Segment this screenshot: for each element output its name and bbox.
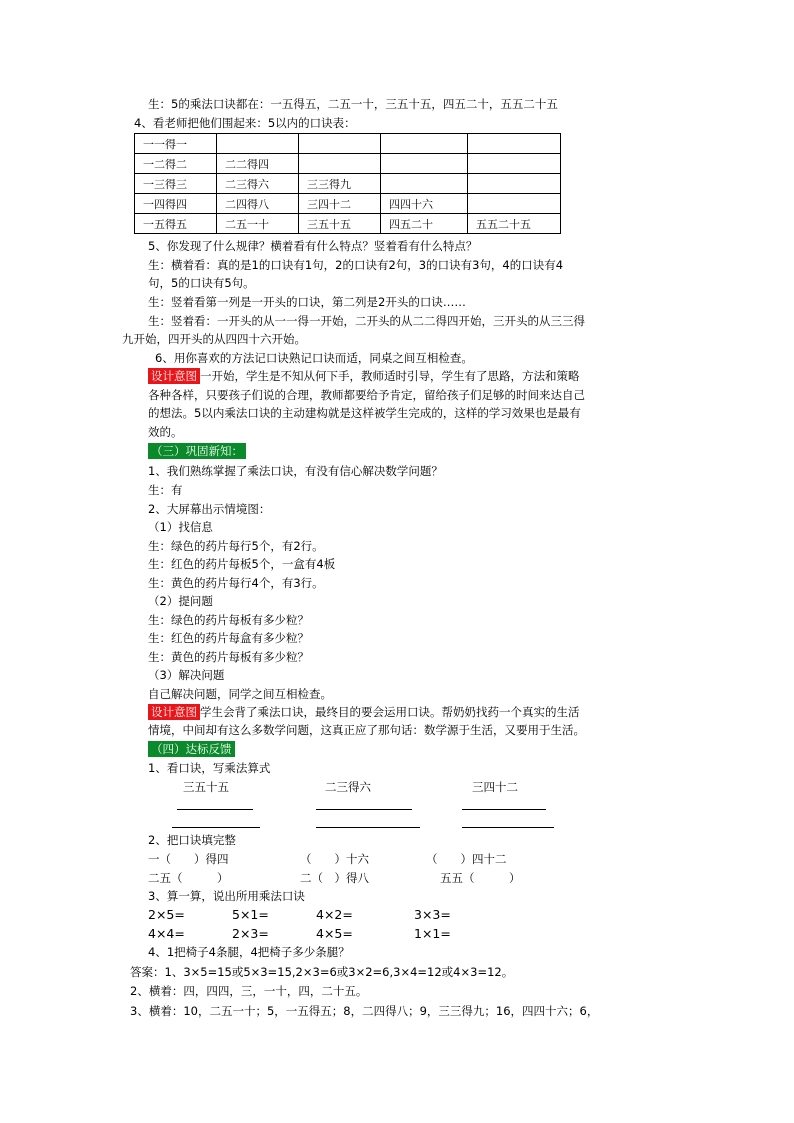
table-cell: 一五得五 xyxy=(135,214,217,234)
text-line: 生：5的乘法口诀都在：一五得五，二五一十，三五十五，四五二十，五五二十五 xyxy=(148,97,558,111)
answer-blank[interactable] xyxy=(172,826,260,828)
table-cell: 二五一十 xyxy=(217,214,299,234)
design-intent-tag: 设计意图 xyxy=(148,368,200,384)
exercise-item: 2×3= xyxy=(232,926,269,941)
table-cell: 一四得四 xyxy=(135,194,217,214)
text-line: 生：绿色的药片每行5个，有2行。 xyxy=(148,539,324,553)
text-line: 效的。 xyxy=(148,425,183,439)
exercise-item: 二（ ）得八 xyxy=(300,871,369,885)
exercise-item: 三四十二 xyxy=(472,780,518,794)
answer-blank[interactable] xyxy=(316,808,412,810)
answer-blank[interactable] xyxy=(177,808,253,810)
exercise-item: 三五十五 xyxy=(183,780,229,794)
section-heading xyxy=(148,741,235,757)
exercise-item: 二三得六 xyxy=(325,780,371,794)
text-line: 5、你发现了什么规律？横着看有什么特点？竖着看有什么特点？ xyxy=(148,239,478,253)
section-tag: （三）巩固新知： xyxy=(148,443,246,459)
text-line: 生：竖着看：一开头的从一一得一开始，二开头的从二二得四开始，三开头的从三三得 xyxy=(148,314,585,328)
exercise-item: 2×5= xyxy=(148,907,185,922)
table-cell xyxy=(299,154,381,174)
text-line: 生：黄色的药片每行4个，有3行。 xyxy=(148,576,324,590)
design-intent-tag: 设计意图 xyxy=(148,704,200,720)
table-row xyxy=(135,174,561,194)
text-line: 1、看口诀，写乘法算式 xyxy=(148,761,271,775)
table-cell: 二四得八 xyxy=(217,194,299,214)
table-cell: 三四十二 xyxy=(299,194,381,214)
table-cell: 二三得六 xyxy=(217,174,299,194)
answer-line: 答案：1、3×5=15或5×3=15,2×3=6或3×2=6,3×4=12或4×3=12。 xyxy=(130,965,514,979)
table-cell xyxy=(381,154,468,174)
exercise-item: 3×3= xyxy=(414,907,451,922)
table-row xyxy=(135,154,561,174)
exercise-item: 5×1= xyxy=(232,907,269,922)
section-tag: （四）达标反馈 xyxy=(148,741,235,757)
section-heading xyxy=(148,443,246,459)
answer-blank[interactable] xyxy=(462,826,554,828)
exercise-item: 一（ ）得四 xyxy=(148,852,229,866)
table-row xyxy=(135,194,561,214)
text-line: 2、大屏幕出示情境图： xyxy=(148,502,271,516)
table-cell xyxy=(468,154,561,174)
text-line: 生：横着看：真的是1的口诀有1句，2的口诀有2句，3的口诀有3句，4的口诀有4 xyxy=(148,258,564,272)
table-row xyxy=(135,134,561,154)
answer-line: 2、横着：四，四四，三，一十，四，二十五。 xyxy=(130,984,368,998)
text-line: 句，5的口诀有5句。 xyxy=(148,276,255,290)
text-line: 情境，中间却有这么多数学问题，这真正应了那句话：数学源于生活，又要用于生活。 xyxy=(148,723,585,737)
text-line: 的想法。5以内乘法口诀的主动建构就是这样被学生完成的，这样的学习效果也是最有 xyxy=(148,406,581,420)
design-intent-paragraph xyxy=(148,704,580,720)
table-cell xyxy=(217,134,299,154)
text-span: 学生会背了乘法口诀，最终目的要会运用口诀。帮奶奶找药一个真实的生活 xyxy=(200,705,580,719)
table-cell: 四四十六 xyxy=(381,194,468,214)
text-line: 生：绿色的药片每板有多少粒？ xyxy=(148,613,309,627)
text-line: 生：黄色的药片每板有多少粒？ xyxy=(148,650,309,664)
table-cell xyxy=(468,194,561,214)
table-cell: 一三得三 xyxy=(135,174,217,194)
table-cell: 四五二十 xyxy=(381,214,468,234)
exercise-item: 五五（ ） xyxy=(440,871,521,885)
exercise-item: （ ）四十二 xyxy=(426,852,507,866)
table-cell: 一二得二 xyxy=(135,154,217,174)
text-line: （2）提问题 xyxy=(148,594,213,608)
text-line: 生：竖着看第一列是一开头的口诀，第二列是2开头的口诀…… xyxy=(148,295,466,309)
table-cell: 五五二十五 xyxy=(468,214,561,234)
exercise-item: 4×2= xyxy=(316,907,353,922)
table-cell xyxy=(381,134,468,154)
text-line: 1、我们熟练掌握了乘法口诀，有没有信心解决数学问题？ xyxy=(148,464,443,478)
table-cell: 一一得一 xyxy=(135,134,217,154)
answer-blank[interactable] xyxy=(316,826,420,828)
table-cell: 三三得九 xyxy=(299,174,381,194)
table-cell xyxy=(468,174,561,194)
text-line: 4、看老师把他们围起来：5以内的口诀表： xyxy=(134,116,356,130)
text-line: 自己解决问题，同学之间互相检查。 xyxy=(148,687,332,701)
table-row xyxy=(135,214,561,234)
exercise-item: （ ）十六 xyxy=(300,852,369,866)
text-line: 生：有 xyxy=(148,483,183,497)
table-cell: 二二得四 xyxy=(217,154,299,174)
design-intent-paragraph xyxy=(148,368,580,384)
text-line: （3）解决问题 xyxy=(148,668,225,682)
table-cell xyxy=(299,134,381,154)
answer-line: 3、横着：10，二五一十；5，一五得五；8，二四得八；9，三三得九；16，四四十六；6， xyxy=(130,1004,599,1018)
text-line: 生：红色的药片每板5个，一盒有4板 xyxy=(148,557,336,571)
text-line: 九开始，四开头的从四四十六开始。 xyxy=(122,332,306,346)
text-line: 各种各样，只要孩子们说的合理，教师都要给予肯定，留给孩子们足够的时间来达自己 xyxy=(148,388,585,402)
exercise-item: 二五（ ） xyxy=(148,871,229,885)
text-line: （1）找信息 xyxy=(148,520,213,534)
table-cell xyxy=(468,134,561,154)
table-cell: 三五十五 xyxy=(299,214,381,234)
text-line: 6、用你喜欢的方法记口诀熟记口诀而适，同桌之间互相检查。 xyxy=(155,351,473,365)
multiplication-table xyxy=(134,133,561,234)
table-cell xyxy=(381,174,468,194)
text-line: 2、把口诀填完整 xyxy=(148,833,236,847)
answer-blank[interactable] xyxy=(462,808,546,810)
exercise-item: 4×5= xyxy=(316,926,353,941)
text-line: 3、算一算，说出所用乘法口诀 xyxy=(148,889,305,903)
exercise-item: 4×4= xyxy=(148,926,185,941)
text-line: 生：红色的药片每盒有多少粒？ xyxy=(148,631,309,645)
text-line: 4、1把椅子4条腿，4把椅子多少条腿？ xyxy=(148,945,350,959)
exercise-item: 1×1= xyxy=(414,926,451,941)
text-span: 一开始，学生是不知从何下手，教师适时引导，学生有了思路，方法和策略 xyxy=(200,369,580,383)
